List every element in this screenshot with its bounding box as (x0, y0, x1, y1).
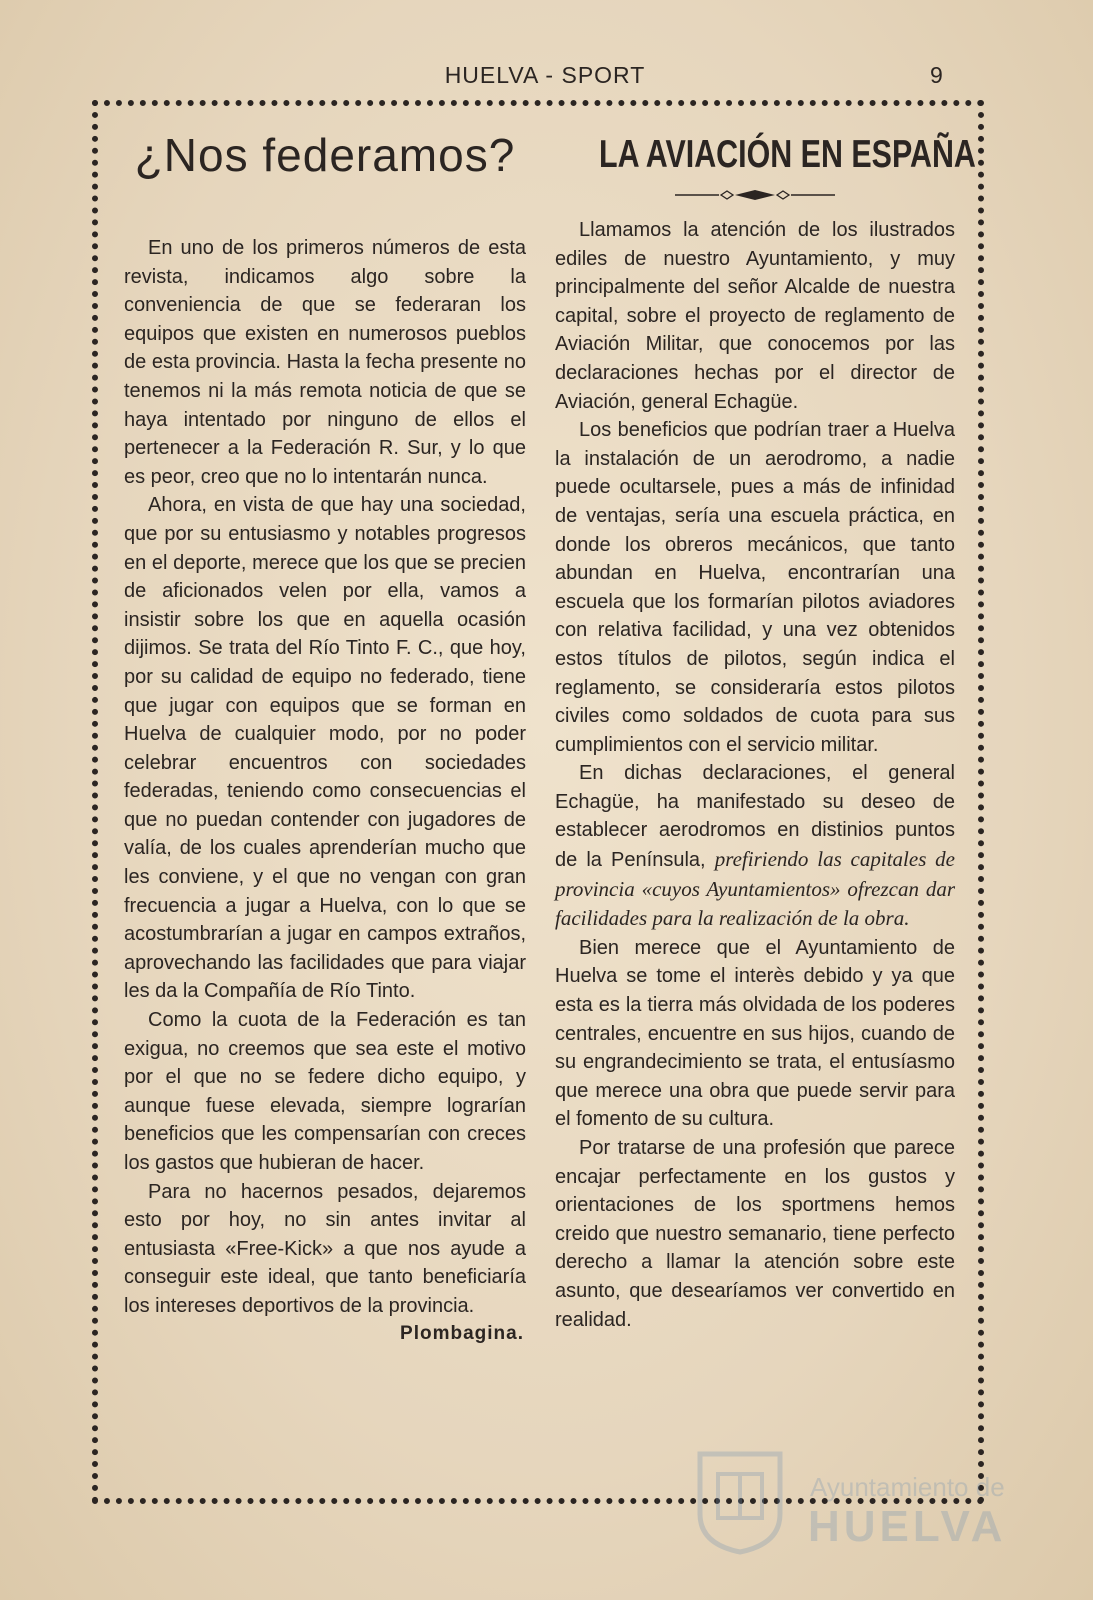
right-paragraph-2: Los beneficios que podrían traer a Huelva la instalación de un aerodromo, a nadie puede ocultarsele, pues a más de infinidad de ventajas, sería una escuela práctica, en donde los obreros mecánicos, que tanto abundan en Huelva, encontrarían una escuela que los formarían pilotos aviadores con relativa facilidad, y una vez obtenidos estos títulos de pilotos, según indica el reglamento, se consideraría estos pilotos civiles como soldados de cuota para sus cumplimientos con el servicio militar. (555, 419, 955, 756)
left-paragraph-1: En uno de los primeros números de esta revista, indicamos algo sobre la conveniencia de que se federaran los equipos que existen en numerosos pueblos de esta provincia. Hasta la fecha presente no tenemos ni la más remota noticia de que se haya intentado por ninguno de ellos el pertenecer a la Federación R. Sur, y lo que es peor, creo que no lo intentarán nunca. (124, 237, 526, 488)
left-article-title: ¿Nos federamos? (134, 129, 516, 181)
archive-watermark (690, 1432, 1020, 1572)
watermark-line-2: HUELVA (808, 1502, 1007, 1551)
right-paragraph-3-plain: En dichas declaraciones, el general Echagüe, ha manifestado su deseo de establecer aerodromos en distinios puntos de la Península, (555, 762, 955, 872)
left-paragraph-3: Como la cuota de la Federación es tan exigua, no creemos que sea este el motivo por el que no se federe dicho equipo, y aunque fuese elevada, siempre lograrían beneficios que les compensarían con creces los gastos que hubieran de hacer. (124, 1009, 526, 1174)
watermark-line-1: Ayuntamiento de (810, 1472, 1005, 1502)
ornament-divider (675, 188, 835, 202)
right-paragraph-1: Llamamos la atención de los ilustrados ediles de nuestro Ayuntamiento, y muy principalmente del señor Alcalde de nuestra capital, sobre el proyecto de reglamento de Aviación Militar, que conocemos por las declaraciones hechas por el director de Aviación, general Echagüe. (555, 219, 955, 413)
author-signature: Plombagina. (400, 1322, 524, 1344)
masthead: HUELVA - SPORT (444, 62, 646, 88)
right-article-body (555, 216, 955, 1334)
right-paragraph-3-italic: prefiriendo las capitales de provincia «cuyos Ayuntamientos» ofrezcan dar facilidades para la realización de la obra. (555, 847, 956, 931)
right-paragraph-4: Bien merece que el Ayuntamiento de Huelva se tome el interès debido y ya que esta es la tierra más olvidada de los poderes centrales, encuentre en sus hijos, cuando de su engrandecimiento se trata, el entusíasmo que merece una obra que puede servir para el fomento de su cultura. (555, 936, 955, 1131)
left-article (124, 112, 526, 1345)
right-paragraph-3 (555, 759, 955, 934)
right-article (555, 112, 976, 1334)
left-paragraph-2: Ahora, en vista de que hay una sociedad, que por su entusiasmo y notables progresos en el deporte, merece que los que se precien de aficionados velen por ella, vamos a insistir sobre los que en aquella ocasión dijimos. Se trata del Río Tinto F. C., que hoy, por su calidad de equipo no federado, tiene que jugar con equipos que se forman en Huelva de cualquier modo, por no poder celebrar encuentros con sociedades federadas, teniendo como consecuencias el que no puedan contender con jugadores de valía, de los cuales aprenderían mucho que les conviene, y el que no vengan con gran frecuencia a jugar a Huelva, con lo que se acostumbrarían a jugar en campos extraños, aprovechando las facilidades que para viajar les da la Compañía de Río Tinto. (124, 494, 526, 1003)
running-head (0, 60, 1093, 96)
left-article-body (124, 234, 526, 1321)
right-paragraph-5: Por tratarse de una profesión que parece encajar perfectamente en los gustos y orientaciones de los sportmens hemos creido que nuestro semanario, tiene perfecto derecho a llamar la atención sobre este asunto, que desearíamos ver convertido en realidad. (555, 1137, 955, 1331)
right-article-title: LA AVIACIÓN EN ESPAÑA (599, 133, 976, 176)
coat-of-arms-icon (690, 1444, 790, 1556)
left-paragraph-4: Para no hacernos pesados, dejaremos esto por hoy, no sin antes invitar al entusiasta «Free-Kick» a que nos ayude a conseguir este ideal, que tanto beneficiaría los intereses deportivos de la provincia. (124, 1180, 526, 1317)
page-number: 9 (930, 62, 943, 88)
